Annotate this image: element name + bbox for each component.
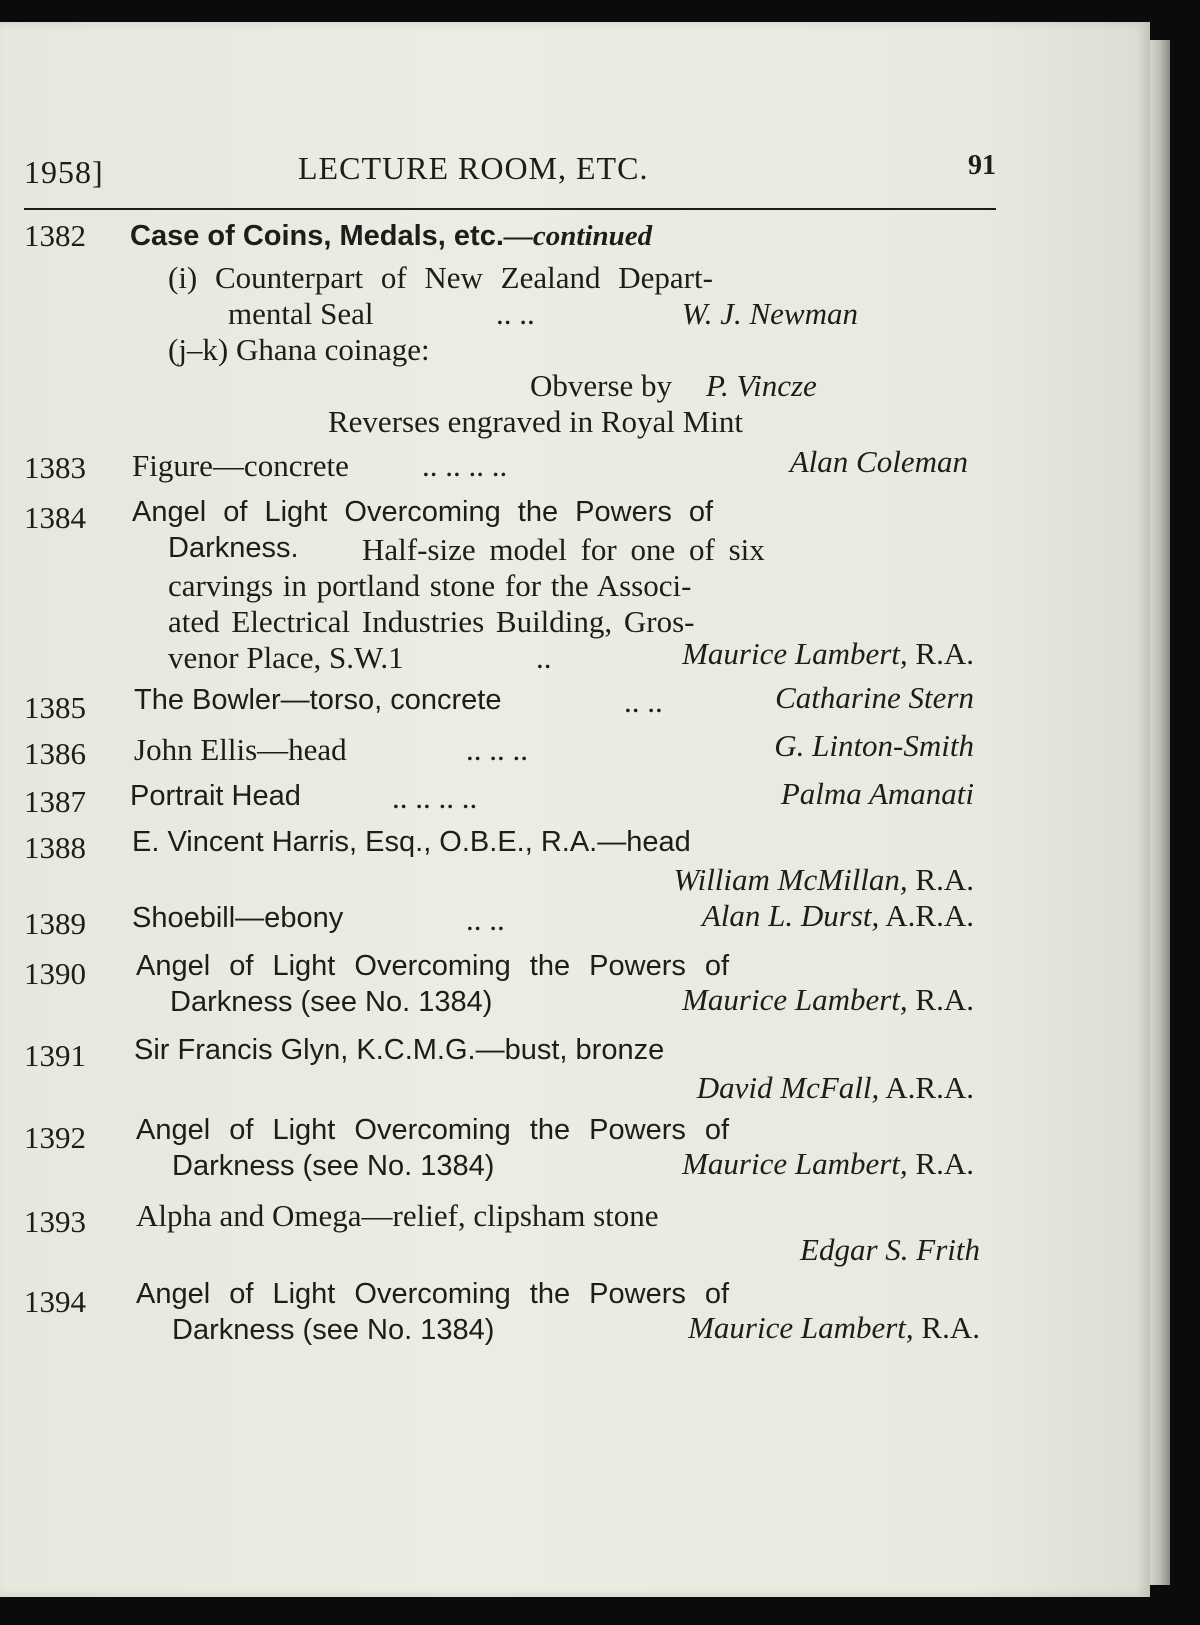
entry-title-suffix: —continued [503,220,653,252]
entry-description: Half-size model for one of six [362,532,765,567]
artist-credit [682,982,974,1018]
entry-title: The Bowler—torso, concrete [134,684,502,716]
artist-credit [673,862,974,898]
entry-title-text: Case of Coins, Medals, etc. [130,220,504,252]
leader-dots: .. .. [496,296,535,331]
header-rule [24,208,996,210]
artist-honour: R.A. [915,1146,974,1181]
artist-credit [697,1070,974,1106]
entry-number: 1393 [24,1204,86,1239]
subitem-line: Reverses engraved in Royal Mint [328,404,743,439]
artist-credit [682,1146,974,1182]
artist-name: Maurice Lambert, [688,1310,914,1345]
artist-honour: R.A. [915,862,974,897]
entry-title: Sir Francis Glyn, K.C.M.G.—bust, bronze [134,1034,665,1066]
subitem-line: Obverse by [530,368,673,403]
subitem-line: (j–k) Ghana coinage: [168,332,430,367]
entry-title: Figure—concrete [132,448,349,483]
artist-name: Alan Coleman [789,444,968,479]
entry-title-cont: Darkness (see No. 1384) [172,1150,495,1182]
entry-description: carvings in portland stone for the Associ- [168,568,692,603]
entry-title: John Ellis—head [134,732,347,767]
artist-name: William McMillan, [673,862,908,897]
entry-title: Portrait Head [130,780,301,812]
entry-number: 1389 [24,906,86,941]
leader-dots: .. .. [466,902,505,937]
artist-honour: R.A. [915,982,974,1017]
artist-name: Alan L. Durst, [701,898,880,933]
entry-title: Angel of Light Overcoming the Powers of [136,1114,730,1146]
artist-name: W. J. Newman [681,296,858,331]
leader-dots: .. .. .. .. [422,448,508,483]
entry-title: Angel of Light Overcoming the Powers of [136,950,730,982]
artist-name: Edgar S. Frith [800,1232,980,1267]
artist-honour: R.A. [921,1310,980,1345]
artist-name: Maurice Lambert, [682,636,908,671]
leader-dots: .. .. .. [466,732,528,767]
artist-name: Catharine Stern [775,680,974,715]
entry-title: Alpha and Omega—relief, clipsham stone [136,1198,659,1233]
book-page [0,22,1150,1597]
entry-title: Angel of Light Overcoming the Powers of [132,496,714,528]
entry-number: 1391 [24,1038,86,1073]
header-year: 1958] [24,154,104,190]
page-number: 91 [968,150,996,181]
entry-number: 1382 [24,218,86,253]
running-header [24,134,996,194]
entry-description: venor Place, S.W.1 [168,640,404,675]
artist-credit [702,898,974,934]
entry-number: 1392 [24,1120,86,1155]
entry-title-cont: Darkness (see No. 1384) [172,1314,495,1346]
entry-number: 1390 [24,956,86,991]
page-edge [1150,40,1170,1585]
entry-number: 1394 [24,1284,86,1319]
entry-number: 1384 [24,500,86,535]
subitem-line: (i) Counterpart of New Zealand Depart- [168,260,713,295]
artist-name: Maurice Lambert, [682,1146,908,1181]
entry-title: Angel of Light Overcoming the Powers of [136,1278,730,1310]
entry-number: 1383 [24,450,86,485]
artist-name: G. Linton-Smith [774,728,974,763]
artist-honour: A.R.A. [885,1070,974,1105]
artist-honour: A.R.A. [885,898,974,933]
header-title: LECTURE ROOM, ETC. [298,150,649,186]
artist-honour: R.A. [915,636,974,671]
leader-dots: .. .. [624,684,663,719]
entry-title-cont: Darkness (see No. 1384) [170,986,493,1018]
leader-dots: .. [536,640,552,675]
entry-description: ated Electrical Industries Building, Gros- [168,604,695,639]
leader-dots: .. .. .. .. [392,780,478,815]
entry-title: E. Vincent Harris, Esq., O.B.E., R.A.—head [132,826,691,858]
entry-title: Shoebill—ebony [132,902,344,934]
entry-title-cont: Darkness. [168,532,299,564]
entry-number: 1386 [24,736,86,771]
entry-title [130,220,652,253]
artist-name: Maurice Lambert, [682,982,908,1017]
artist-name: Palma Amanati [780,776,974,811]
artist-name: P. Vincze [706,368,817,403]
artist-name: David McFall, [696,1070,880,1105]
artist-credit [688,1310,980,1346]
artist-credit [682,636,974,672]
entry-number: 1385 [24,690,86,725]
subitem-line: mental Seal [228,296,374,331]
entry-number: 1388 [24,830,86,865]
entry-number: 1387 [24,784,86,819]
